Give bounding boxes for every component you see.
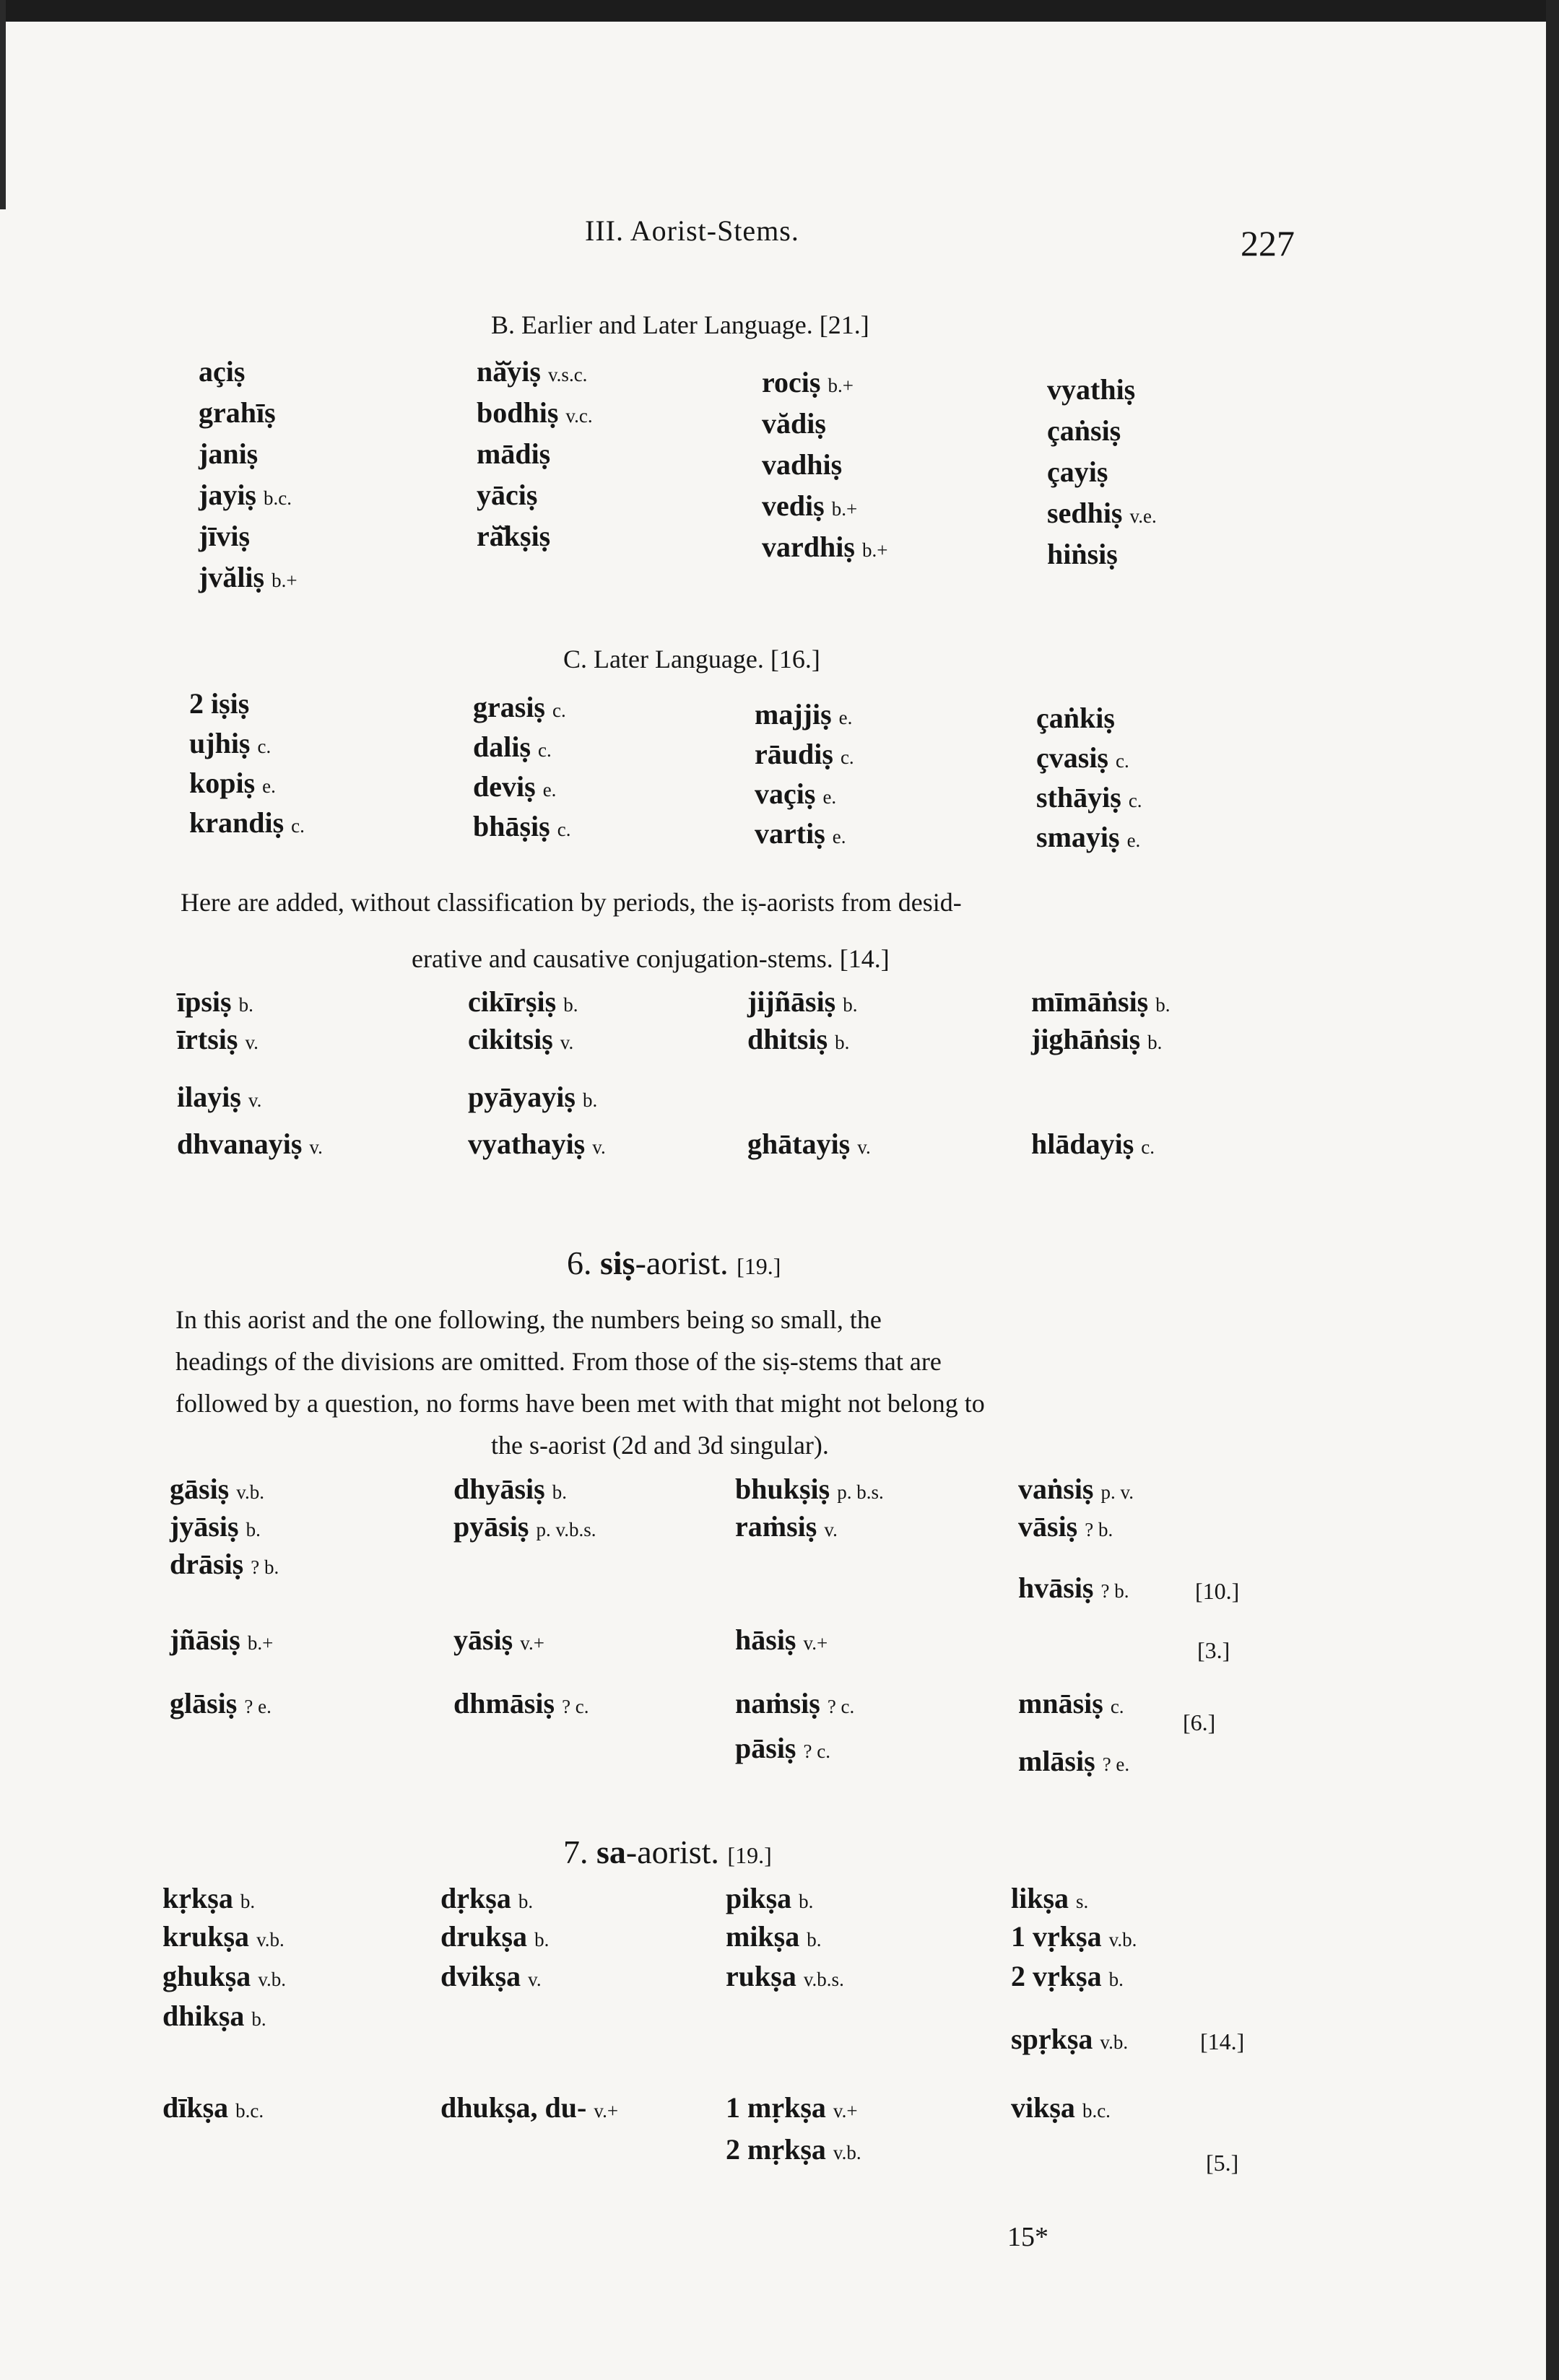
word-form: drukṣa bbox=[440, 1920, 528, 1953]
word-entry bbox=[755, 777, 837, 810]
word-form: çaṅkiṣ bbox=[1036, 702, 1115, 734]
word-entry bbox=[477, 522, 550, 551]
word-entry bbox=[477, 357, 587, 386]
source-tag: p. v. bbox=[1100, 1481, 1134, 1503]
source-tag: b. bbox=[835, 1032, 850, 1053]
word-entry bbox=[440, 1884, 533, 1913]
source-tag: v. bbox=[248, 1089, 262, 1111]
word-form: mādiṣ bbox=[477, 437, 551, 470]
word-form: janiṣ bbox=[199, 437, 259, 470]
word-entry bbox=[162, 2093, 264, 2122]
word-form: jvăliṣ bbox=[199, 561, 265, 593]
sis-aorist-heading bbox=[567, 1247, 781, 1280]
word-form: sedhiṣ bbox=[1047, 497, 1123, 529]
source-tag: c. bbox=[1110, 1696, 1124, 1717]
word-form: krukṣa bbox=[162, 1920, 250, 1953]
word-entry bbox=[1036, 704, 1115, 733]
group-count: [5.] bbox=[1206, 2150, 1239, 2176]
word-form: vartiṣ bbox=[755, 817, 825, 850]
word-form: ră̆kṣiṣ bbox=[477, 520, 551, 552]
source-tag: v. bbox=[857, 1136, 871, 1158]
word-entry bbox=[440, 1962, 542, 1991]
word-form: raṁsiṣ bbox=[735, 1510, 817, 1543]
word-entry bbox=[1018, 1574, 1129, 1603]
section-c-heading: C. Later Language. [16.] bbox=[563, 645, 820, 674]
source-tag: b. bbox=[552, 1481, 567, 1503]
word-entry bbox=[170, 1550, 279, 1579]
scan-top-edge bbox=[0, 0, 1559, 22]
sa-aorist-heading bbox=[563, 1836, 772, 1869]
word-form: jyāsiṣ bbox=[170, 1510, 239, 1543]
source-tag: p. b.s. bbox=[837, 1481, 884, 1503]
word-entry bbox=[162, 2002, 266, 2031]
sa-number: 7. bbox=[563, 1834, 589, 1870]
source-tag: ? e. bbox=[244, 1696, 272, 1717]
word-form: jijñāsiṣ bbox=[747, 985, 836, 1018]
source-tag: b. bbox=[240, 1891, 256, 1912]
source-tag: b.+ bbox=[247, 1632, 274, 1654]
source-tag: s. bbox=[1076, 1891, 1089, 1912]
group-count: [6.] bbox=[1183, 1709, 1216, 1735]
sa-count: [19.] bbox=[727, 1842, 772, 1868]
source-tag: v. bbox=[592, 1136, 606, 1158]
source-tag: v.b. bbox=[833, 2142, 861, 2163]
word-entry bbox=[1018, 1475, 1134, 1504]
scan-left-edge bbox=[0, 0, 6, 209]
word-entry bbox=[453, 1512, 596, 1541]
word-entry bbox=[177, 1083, 261, 1112]
word-form: daliṣ bbox=[473, 731, 531, 763]
word-entry bbox=[762, 533, 887, 562]
section-b-heading: B. Earlier and Later Language. [21.] bbox=[491, 310, 869, 339]
word-form: yāsiṣ bbox=[453, 1623, 513, 1656]
word-entry bbox=[1011, 1962, 1124, 1991]
source-tag: c. bbox=[840, 746, 854, 768]
word-form: dīkṣa bbox=[162, 2091, 229, 2124]
word-entry bbox=[762, 450, 842, 479]
word-entry bbox=[735, 1512, 838, 1541]
source-tag: c. bbox=[257, 736, 272, 757]
sis-para-line3: followed by a question, no forms have been met with that might not belong to bbox=[175, 1389, 985, 1418]
source-tag: b. bbox=[843, 994, 858, 1016]
word-form: hlādayiṣ bbox=[1031, 1128, 1134, 1160]
word-entry bbox=[735, 1475, 884, 1504]
word-form: vaṅsiṣ bbox=[1018, 1473, 1094, 1505]
word-entry bbox=[468, 985, 578, 1018]
word-entry bbox=[1011, 2093, 1111, 2122]
word-form: ilayiṣ bbox=[177, 1081, 241, 1113]
source-tag: v. bbox=[824, 1519, 838, 1540]
source-tag: b.c. bbox=[235, 2100, 264, 2122]
word-entry bbox=[440, 1922, 549, 1951]
word-entry bbox=[755, 700, 852, 729]
word-form: drāsiṣ bbox=[170, 1548, 244, 1580]
word-entry bbox=[726, 1962, 844, 1991]
word-form: ujhiṣ bbox=[189, 727, 251, 759]
source-tag: c. bbox=[291, 815, 305, 837]
word-entry bbox=[747, 1025, 849, 1054]
source-tag: v.b. bbox=[256, 1929, 285, 1950]
word-entry bbox=[453, 1623, 544, 1656]
source-tag: v.c. bbox=[565, 405, 593, 427]
word-entry bbox=[199, 357, 245, 386]
word-form: dhmāsiṣ bbox=[453, 1687, 555, 1719]
word-entry bbox=[726, 1884, 813, 1913]
sis-para-line4: the s-aorist (2d and 3d singular). bbox=[491, 1431, 829, 1460]
word-entry bbox=[199, 398, 276, 427]
added-note-line2: erative and causative conjugation-stems. [14.] bbox=[412, 944, 890, 973]
word-form: likṣa bbox=[1011, 1882, 1069, 1914]
source-tag: v.e. bbox=[1129, 505, 1157, 527]
word-entry bbox=[1047, 414, 1121, 447]
word-form: jighāṅsiṣ bbox=[1031, 1023, 1141, 1055]
source-tag: e. bbox=[262, 775, 276, 797]
word-form: mnāsiṣ bbox=[1018, 1687, 1103, 1719]
word-entry bbox=[440, 2093, 618, 2122]
word-entry bbox=[1031, 1130, 1155, 1159]
source-tag: ? b. bbox=[1085, 1519, 1113, 1540]
word-form: pyāyayiṣ bbox=[468, 1081, 576, 1113]
source-tag: b.+ bbox=[272, 570, 298, 591]
page-number: 227 bbox=[1241, 223, 1295, 263]
source-tag: b. bbox=[251, 2008, 266, 2030]
word-form: hāsiṣ bbox=[735, 1623, 796, 1656]
source-tag: c. bbox=[557, 819, 571, 840]
word-form: vardhiṣ bbox=[762, 531, 855, 563]
word-form: çaṅsiṣ bbox=[1047, 414, 1121, 447]
word-form: bhāṣiṣ bbox=[473, 810, 550, 842]
source-tag: c. bbox=[1128, 790, 1142, 811]
word-entry bbox=[1036, 741, 1129, 774]
sis-para-line2: headings of the divisions are omitted. From those of the siṣ-stems that are bbox=[175, 1347, 942, 1376]
word-form: çayiṣ bbox=[1047, 455, 1108, 488]
source-tag: e. bbox=[822, 786, 837, 808]
source-tag: ? c. bbox=[827, 1696, 855, 1717]
word-entry bbox=[1011, 2025, 1128, 2054]
word-form: vediṣ bbox=[762, 489, 825, 522]
word-form: dhvanayiṣ bbox=[177, 1128, 303, 1160]
sa-name: sa bbox=[596, 1834, 626, 1870]
word-form: dhyāsiṣ bbox=[453, 1473, 545, 1505]
word-form: rociṣ bbox=[762, 366, 821, 398]
word-entry bbox=[177, 1025, 259, 1054]
source-tag: v.b. bbox=[1108, 1929, 1137, 1950]
word-entry bbox=[735, 1689, 854, 1718]
source-tag: b. bbox=[1108, 1969, 1124, 1990]
source-tag: b. bbox=[534, 1929, 550, 1950]
word-entry bbox=[162, 1962, 286, 1991]
word-form: dhitsiṣ bbox=[747, 1023, 828, 1055]
word-form: vikṣa bbox=[1011, 2091, 1075, 2124]
sis-para-line1: In this aorist and the one following, the numbers being so small, the bbox=[175, 1305, 882, 1334]
word-form: dhikṣa bbox=[162, 2000, 245, 2032]
word-form: rāudiṣ bbox=[755, 738, 833, 770]
signature-mark: 15* bbox=[1007, 2222, 1048, 2252]
source-tag: b.+ bbox=[828, 375, 854, 396]
source-tag: e. bbox=[542, 779, 557, 801]
source-tag: v. bbox=[309, 1136, 323, 1158]
word-entry bbox=[170, 1475, 264, 1504]
word-entry bbox=[1036, 823, 1140, 852]
word-entry bbox=[755, 819, 846, 848]
word-form: rukṣa bbox=[726, 1960, 796, 1992]
word-form: smayiṣ bbox=[1036, 821, 1120, 853]
source-tag: v. bbox=[245, 1032, 259, 1053]
source-tag: c. bbox=[538, 739, 552, 761]
word-form: cikīrṣiṣ bbox=[468, 985, 557, 1018]
source-tag: b.+ bbox=[831, 498, 858, 520]
word-entry bbox=[162, 1922, 285, 1951]
word-form: dhukṣa, du- bbox=[440, 2091, 587, 2124]
word-form: bodhiṣ bbox=[477, 396, 559, 429]
word-entry bbox=[755, 740, 854, 769]
word-form: naṁsiṣ bbox=[735, 1687, 820, 1719]
word-entry bbox=[473, 812, 570, 841]
word-form: deviṣ bbox=[473, 770, 536, 803]
word-form: spṛkṣa bbox=[1011, 2023, 1093, 2055]
word-entry bbox=[726, 2135, 861, 2164]
word-form: 1 mṛkṣa bbox=[726, 2091, 826, 2124]
word-entry bbox=[199, 522, 250, 551]
source-tag: v.+ bbox=[520, 1632, 544, 1654]
word-entry bbox=[1031, 1025, 1162, 1054]
word-form: cikitsiṣ bbox=[468, 1023, 553, 1055]
word-entry bbox=[1011, 1884, 1088, 1913]
word-entry bbox=[747, 1130, 871, 1159]
group-count: [14.] bbox=[1200, 2028, 1245, 2054]
sis-suffix: -aorist. bbox=[635, 1245, 729, 1281]
word-entry bbox=[473, 772, 556, 801]
word-form: grasiṣ bbox=[473, 691, 545, 723]
word-entry bbox=[170, 1623, 274, 1656]
scan-right-edge bbox=[1546, 0, 1559, 2380]
word-entry bbox=[747, 985, 858, 1018]
word-form: mīmāṅsiṣ bbox=[1031, 985, 1149, 1018]
word-entry bbox=[762, 409, 826, 438]
source-tag: e. bbox=[832, 826, 846, 847]
word-entry bbox=[1018, 1689, 1124, 1718]
added-note-line1: Here are added, without classification by periods, the iṣ-aorists from desid- bbox=[181, 888, 962, 917]
sis-number: 6. bbox=[567, 1245, 592, 1281]
source-tag: v.b. bbox=[236, 1481, 264, 1503]
source-tag: b. bbox=[582, 1089, 598, 1111]
word-entry bbox=[726, 1922, 822, 1951]
source-tag: ? e. bbox=[1102, 1753, 1130, 1775]
word-entry bbox=[762, 489, 858, 522]
source-tag: v. bbox=[528, 1969, 542, 1990]
word-form: yāciṣ bbox=[477, 479, 538, 511]
running-title: III. Aorist-Stems. bbox=[585, 214, 799, 247]
source-tag: ? b. bbox=[251, 1556, 279, 1578]
word-entry bbox=[189, 769, 276, 798]
source-tag: c. bbox=[552, 699, 566, 721]
source-tag: v.+ bbox=[803, 1632, 828, 1654]
source-tag: b. bbox=[246, 1519, 261, 1540]
word-form: kṛkṣa bbox=[162, 1882, 233, 1914]
word-form: grahīṣ bbox=[199, 396, 276, 429]
word-entry bbox=[189, 808, 305, 837]
word-form: sthāyiṣ bbox=[1036, 781, 1121, 814]
word-entry bbox=[453, 1689, 589, 1718]
word-form: nă̆yiṣ bbox=[477, 355, 541, 388]
source-tag: v.b. bbox=[1100, 2031, 1129, 2053]
word-entry bbox=[189, 689, 249, 718]
word-form: hiṅsiṣ bbox=[1047, 538, 1118, 570]
source-tag: ? c. bbox=[562, 1696, 589, 1717]
word-entry bbox=[468, 1130, 606, 1159]
word-entry bbox=[170, 1689, 272, 1718]
source-tag: b. bbox=[799, 1891, 814, 1912]
word-entry bbox=[473, 733, 552, 762]
source-tag: v. bbox=[560, 1032, 574, 1053]
word-form: ghukṣa bbox=[162, 1960, 251, 1992]
word-form: glāsiṣ bbox=[170, 1687, 238, 1719]
word-form: pāsiṣ bbox=[735, 1732, 796, 1764]
source-tag: v.+ bbox=[833, 2100, 858, 2122]
word-form: mlāsiṣ bbox=[1018, 1745, 1095, 1777]
word-form: vaçiṣ bbox=[755, 777, 816, 810]
word-entry bbox=[468, 1025, 573, 1054]
word-form: vyathayiṣ bbox=[468, 1128, 586, 1160]
word-form: krandiṣ bbox=[189, 806, 285, 839]
word-form: kopiṣ bbox=[189, 767, 256, 799]
source-tag: v.+ bbox=[594, 2100, 619, 2122]
word-form: 2 mṛkṣa bbox=[726, 2133, 826, 2166]
word-form: 2 vṛkṣa bbox=[1011, 1960, 1102, 1992]
word-form: īpsiṣ bbox=[177, 985, 232, 1018]
source-tag: b. bbox=[807, 1929, 822, 1950]
source-tag: e. bbox=[1126, 829, 1141, 851]
group-count: [3.] bbox=[1197, 1637, 1230, 1663]
word-form: vădiṣ bbox=[762, 407, 826, 440]
word-entry bbox=[468, 1083, 597, 1112]
word-entry bbox=[199, 437, 259, 470]
source-tag: p. v.b.s. bbox=[536, 1519, 596, 1540]
source-tag: v.s.c. bbox=[547, 364, 588, 385]
word-form: ghātayiṣ bbox=[747, 1128, 851, 1160]
word-entry bbox=[189, 729, 271, 758]
word-entry bbox=[1036, 783, 1142, 812]
source-tag: b.+ bbox=[861, 539, 888, 561]
word-entry bbox=[1047, 499, 1157, 528]
source-tag: b. bbox=[1147, 1032, 1163, 1053]
word-form: mikṣa bbox=[726, 1920, 800, 1953]
source-tag: v.b.s. bbox=[803, 1969, 844, 1990]
sis-name: siṣ bbox=[600, 1245, 635, 1281]
source-tag: b. bbox=[238, 994, 253, 1016]
word-entry bbox=[1011, 1922, 1137, 1951]
source-tag: b.c. bbox=[1082, 2100, 1111, 2122]
word-form: hvāsiṣ bbox=[1018, 1572, 1094, 1604]
word-entry bbox=[1047, 540, 1118, 569]
group-count: [10.] bbox=[1195, 1578, 1240, 1604]
word-entry bbox=[473, 693, 566, 722]
word-entry bbox=[735, 1623, 828, 1656]
word-form: açiṣ bbox=[199, 355, 246, 388]
word-form: pyāsiṣ bbox=[453, 1510, 529, 1543]
word-entry bbox=[177, 985, 253, 1018]
word-form: dvikṣa bbox=[440, 1960, 521, 1992]
source-tag: ? c. bbox=[803, 1740, 830, 1762]
word-form: pikṣa bbox=[726, 1882, 792, 1914]
sa-suffix: -aorist. bbox=[625, 1834, 719, 1870]
word-form: jayiṣ bbox=[199, 479, 256, 511]
word-entry bbox=[1031, 985, 1171, 1018]
word-entry bbox=[1018, 1747, 1129, 1776]
source-tag: v.b. bbox=[258, 1969, 287, 1990]
source-tag: b. bbox=[563, 994, 578, 1016]
sis-count: [19.] bbox=[737, 1253, 781, 1279]
word-entry bbox=[199, 481, 292, 510]
word-form: gāsiṣ bbox=[170, 1473, 230, 1505]
word-form: jīviṣ bbox=[199, 520, 251, 552]
word-entry bbox=[735, 1734, 830, 1763]
word-entry bbox=[177, 1130, 323, 1159]
word-entry bbox=[162, 1884, 255, 1913]
source-tag: b. bbox=[518, 1891, 534, 1912]
source-tag: e. bbox=[838, 707, 853, 728]
word-form: vāsiṣ bbox=[1018, 1510, 1078, 1543]
word-form: vyathiṣ bbox=[1047, 373, 1136, 406]
source-tag: c. bbox=[1141, 1136, 1155, 1158]
word-entry bbox=[1018, 1512, 1113, 1541]
word-entry bbox=[453, 1475, 567, 1504]
source-tag: b.c. bbox=[264, 487, 292, 509]
word-form: 2 iṣiṣ bbox=[189, 687, 250, 720]
word-form: bhukṣiṣ bbox=[735, 1473, 830, 1505]
source-tag: b. bbox=[1155, 994, 1171, 1016]
word-entry bbox=[170, 1512, 261, 1541]
word-form: vadhiṣ bbox=[762, 448, 843, 481]
word-entry bbox=[477, 398, 593, 427]
word-form: īrtsiṣ bbox=[177, 1023, 238, 1055]
source-tag: ? b. bbox=[1100, 1580, 1129, 1602]
word-form: dṛkṣa bbox=[440, 1882, 511, 1914]
word-form: 1 vṛkṣa bbox=[1011, 1920, 1102, 1953]
word-form: majjiṣ bbox=[755, 698, 832, 731]
word-entry bbox=[762, 368, 854, 397]
word-form: çvasiṣ bbox=[1036, 741, 1108, 774]
word-entry bbox=[1047, 375, 1135, 404]
word-form: jñāsiṣ bbox=[170, 1623, 240, 1656]
source-tag: c. bbox=[1116, 750, 1129, 772]
word-entry bbox=[1047, 455, 1108, 488]
word-entry bbox=[477, 437, 551, 470]
word-entry bbox=[726, 2093, 858, 2122]
word-entry bbox=[477, 481, 537, 510]
word-entry bbox=[199, 563, 298, 592]
